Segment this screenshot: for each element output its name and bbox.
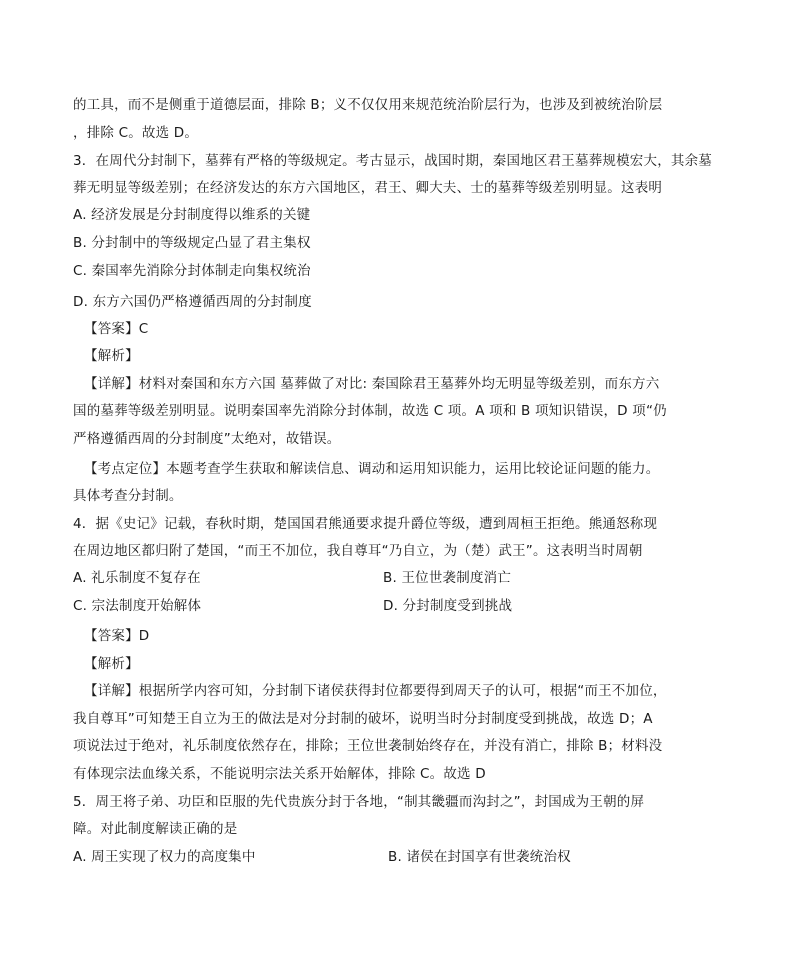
option-a: A. 周王实现了权力的高度集中	[73, 849, 256, 865]
question-5-stem: 5．周王将子弟、功臣和臣服的先代贵族分封于各地，“制其畿疆而沟封之”，封国成为王朝的屏	[73, 794, 645, 810]
explanation-text: 【详解】材料对秦国和东方六国 墓葬做了对比: 秦国除君王墓葬外均无明显等级差别，而东方六	[84, 376, 660, 392]
key-point-text: 具体考查分封制。	[73, 488, 183, 504]
question-3-stem-cont: 葬无明显等级差别；在经济发达的东方六国地区，君王、卿大夫、士的墓葬等级差别明显。这表明	[73, 180, 663, 196]
analysis-label: 【解析】	[84, 348, 139, 364]
key-point-text: 【考点定位】本题考查学生获取和解读信息、调动和运用知识能力，运用比较论证问题的能力。	[84, 461, 660, 477]
explanation-text: 【详解】根据所学内容可知，分封制下诸侯获得封位都要得到周天子的认可，根据“而王不加位，	[84, 683, 667, 699]
paragraph-line: 的工具，而不是侧重于道德层面，排除 B；义不仅仅用来规范统治阶层行为，也涉及到被统治阶层	[73, 97, 663, 113]
answer-label: 【答案】C	[84, 321, 149, 337]
question-3-stem: 3．在周代分封制下，墓葬有严格的等级规定。考古显示，战国时期，秦国地区君王墓葬规模宏大，其余墓	[73, 153, 712, 169]
option-a: A. 礼乐制度不复存在	[73, 570, 201, 586]
explanation-text: 有体现宗法血缘关系，不能说明宗法关系开始解体，排除 C。故选 D	[73, 766, 486, 782]
analysis-label: 【解析】	[84, 656, 139, 672]
option-a: A. 经济发展是分封制度得以维系的关键	[73, 207, 311, 223]
option-b: B. 诸侯在封国享有世袭统治权	[388, 849, 571, 865]
question-5-stem-cont: 障。对此制度解读正确的是	[73, 821, 238, 837]
answer-label: 【答案】D	[84, 628, 150, 644]
explanation-text: 项说法过于绝对，礼乐制度依然存在，排除；王位世袭制始终存在，并没有消亡，排除 B；材料没	[73, 738, 663, 754]
explanation-text: 严格遵循西周的分封制度”太绝对，故错误。	[73, 431, 341, 447]
option-d: D. 东方六国仍严格遵循西周的分封制度	[73, 294, 312, 310]
paragraph-line: ，排除 C。故选 D。	[73, 125, 199, 141]
question-4-stem: 4．据《史记》记载，春秋时期，楚国国君熊通要求提升爵位等级，遭到周桓王拒绝。熊通怒称现	[73, 516, 658, 532]
option-c: C. 宗法制度开始解体	[73, 598, 202, 614]
explanation-text: 我自尊耳”可知楚王自立为王的做法是对分封制的破坏，说明当时分封制度受到挑战，故选 D；A	[73, 711, 653, 727]
option-c: C. 秦国率先消除分封体制走向集权统治	[73, 263, 311, 279]
option-b: B. 分封制中的等级规定凸显了君主集权	[73, 235, 311, 251]
option-d: D. 分封制度受到挑战	[383, 598, 513, 614]
explanation-text: 国的墓葬等级差别明显。说明秦国率先消除分封体制，故选 C 项。A 项和 B 项知识错误，D 项“仍	[73, 403, 667, 419]
question-4-stem-cont: 在周边地区都归附了楚国，“而王不加位，我自尊耳“乃自立，为（楚）武王”。这表明当时周朝	[73, 543, 643, 559]
option-b: B. 王位世袭制度消亡	[383, 570, 512, 586]
